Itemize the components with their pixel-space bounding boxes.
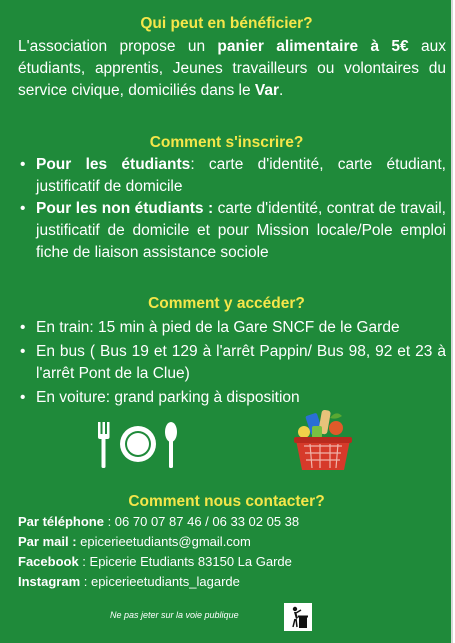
bullet-icon: •	[20, 200, 26, 217]
footer-note: Ne pas jeter sur la voie publique	[110, 610, 239, 620]
list-item: • En bus ( Bus 19 et 129 à l'arrêt Pappin/ Bus 98, 92 et 23 à l'arrêt Pont de la Clue)	[20, 343, 446, 382]
bullet-icon: •	[20, 156, 26, 173]
contact-mail: Par mail : epicerieetudiants@gmail.com	[18, 534, 251, 549]
register-list	[18, 154, 446, 264]
grocery-basket-icon	[290, 408, 356, 478]
bullet-icon: •	[20, 319, 26, 336]
bullet-icon: •	[20, 389, 26, 406]
who-paragraph: L'association propose un panier alimentaire à 5€ aux étudiants, apprentis, Jeunes travailleurs ou volontaires du service civique, domiciliés dans le Var.	[18, 38, 446, 99]
fork-plate-spoon-icon	[95, 418, 185, 470]
contact-phone: Par téléphone : 06 70 07 87 46 / 06 33 02 05 38	[18, 514, 300, 529]
heading-register: Comment s'inscrire?	[149, 134, 304, 151]
list-item: • Pour les non étudiants : carte d'identité, contrat de travail, justificatif de domicile et pour Mission locale/Pole emploi fiche de liaison assistance sociole	[20, 200, 446, 261]
heading-who: Qui peut en bénéficier?	[140, 15, 313, 32]
bullet-icon: •	[20, 343, 26, 360]
list-item: • Pour les étudiants: carte d'identité, carte étudiant, justificatif de domicile	[20, 156, 446, 195]
contact-facebook: Facebook : Epicerie Etudiants 83150 La Garde	[18, 554, 292, 569]
access-list	[18, 317, 446, 409]
contact-instagram: Instagram : epicerieetudiants_lagarde	[18, 574, 240, 589]
heading-access: Comment y accéder?	[148, 295, 305, 312]
contact-block	[18, 512, 446, 592]
list-item: • En voiture: grand parking à disposition	[18, 387, 446, 409]
list-item: • En train: 15 min à pied de la Gare SNCF de le Garde	[18, 317, 446, 339]
trash-bin-icon	[284, 603, 312, 631]
heading-contact: Comment nous contacter?	[128, 493, 325, 510]
